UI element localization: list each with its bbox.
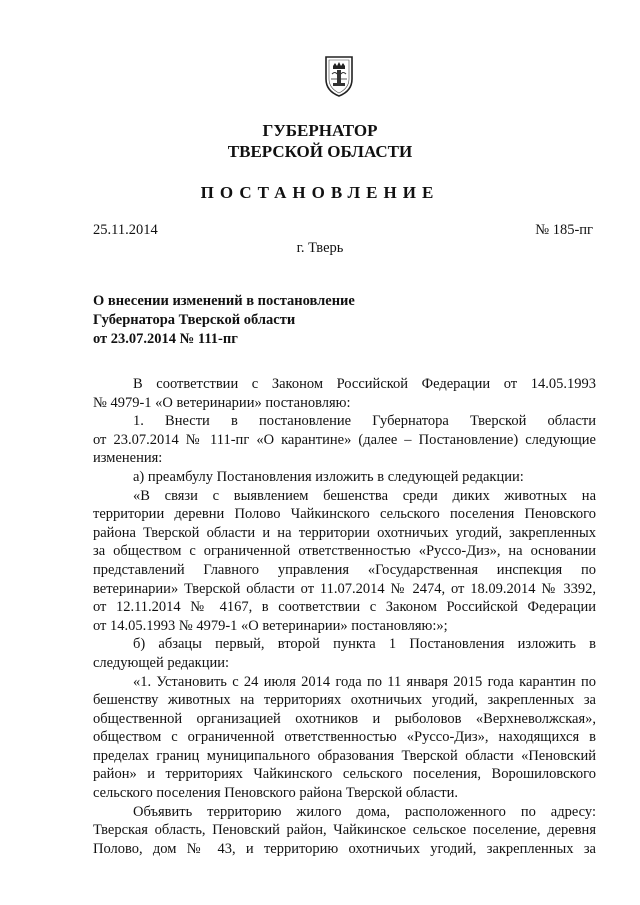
body-text-line: пределах границ муниципального образования Тверской области «Пеновский [93, 747, 596, 764]
body-text-line: 1. Внести в постановление Губернатора Тверской области [133, 413, 596, 430]
body-text-line: Полово, дом № 43, и территорию охотничьих угодий, закрепленных за [93, 840, 596, 857]
body-text-line: за обществом с ограниченной ответственностью «Руссо-Диз», на основании [93, 543, 596, 560]
coat-of-arms-emblem [323, 55, 355, 97]
body-text-line: ветеринарии» Тверской области от 11.07.2014 № 2474, от 18.09.2014 № 3392, [93, 580, 596, 597]
document-number: № 185-пг [535, 222, 593, 238]
body-text-line: от 12.11.2014 № 4167, в соответствии с Законом Российской Федерации [93, 599, 596, 616]
document-city: г. Тверь [296, 240, 344, 256]
subject-line: Губернатора Тверской области [93, 312, 296, 328]
body-text-line: район» и территориях Чайкинского сельского поселения, Ворошиловского [93, 766, 596, 783]
body-text-line: Объявить территорию жилого дома, расположенного по адресу: [133, 803, 596, 820]
body-text-line: «В связи с выявлением бешенства среди диких животных на [133, 487, 596, 504]
body-text-line: «1. Установить с 24 июля 2014 года по 11 января 2015 года карантин по [133, 673, 596, 690]
body-text-line: общественной организацией охотников и рыболовов «Верхневолжская», [93, 710, 596, 727]
body-text-line: № 4979-1 «О ветеринарии» постановляю: [93, 394, 351, 411]
body-text-line: представлений Главного управления «Государственная инспекция по [93, 561, 596, 578]
header-title-region: ТВЕРСКОЙ ОБЛАСТИ [227, 142, 413, 161]
body-text-line: Тверская область, Пеновский район, Чайкинское сельское поселение, деревня [93, 822, 596, 839]
document-type-title: ПОСТАНОВЛЕНИЕ [200, 183, 440, 202]
subject-line: от 23.07.2014 № 111-пг [93, 331, 238, 347]
document-date: 25.11.2014 [93, 222, 158, 238]
body-text-line: обществом с ограниченной ответственностью «Руссо-Диз», находящихся в [93, 729, 596, 746]
body-text-line: от 14.05.1993 № 4979-1 «О ветеринарии» постановляю:»; [93, 617, 448, 634]
body-text-line: бешенству животных на территориях охотничьих угодий, закрепленных за [93, 692, 596, 709]
body-text-line: а) преамбулу Постановления изложить в следующей редакции: [133, 468, 524, 485]
body-text-line: района Тверской области и на территории охотничьих угодий, закрепленных [93, 524, 596, 541]
body-text-line: от 23.07.2014 № 111-пг «О карантине» (далее – Постановление) следующие [93, 431, 596, 448]
document-body [93, 375, 596, 858]
body-text-line: В соответствии с Законом Российской Федерации от 14.05.1993 [133, 376, 596, 392]
body-text-line: территории деревни Полово Чайкинского сельского поселения Пеновского [93, 506, 596, 523]
body-text-line: б) абзацы первый, второй пункта 1 Постановления изложить в [133, 636, 596, 653]
subject-line: О внесении изменений в постановление [93, 293, 355, 309]
header-title-governor: ГУБЕРНАТОР [262, 121, 378, 140]
body-text-line: изменения: [93, 450, 163, 467]
body-text-line: сельского поселения Пеновского района Тверской области. [93, 785, 458, 802]
body-text-line: следующей редакции: [93, 654, 230, 671]
document-subject [93, 292, 355, 349]
